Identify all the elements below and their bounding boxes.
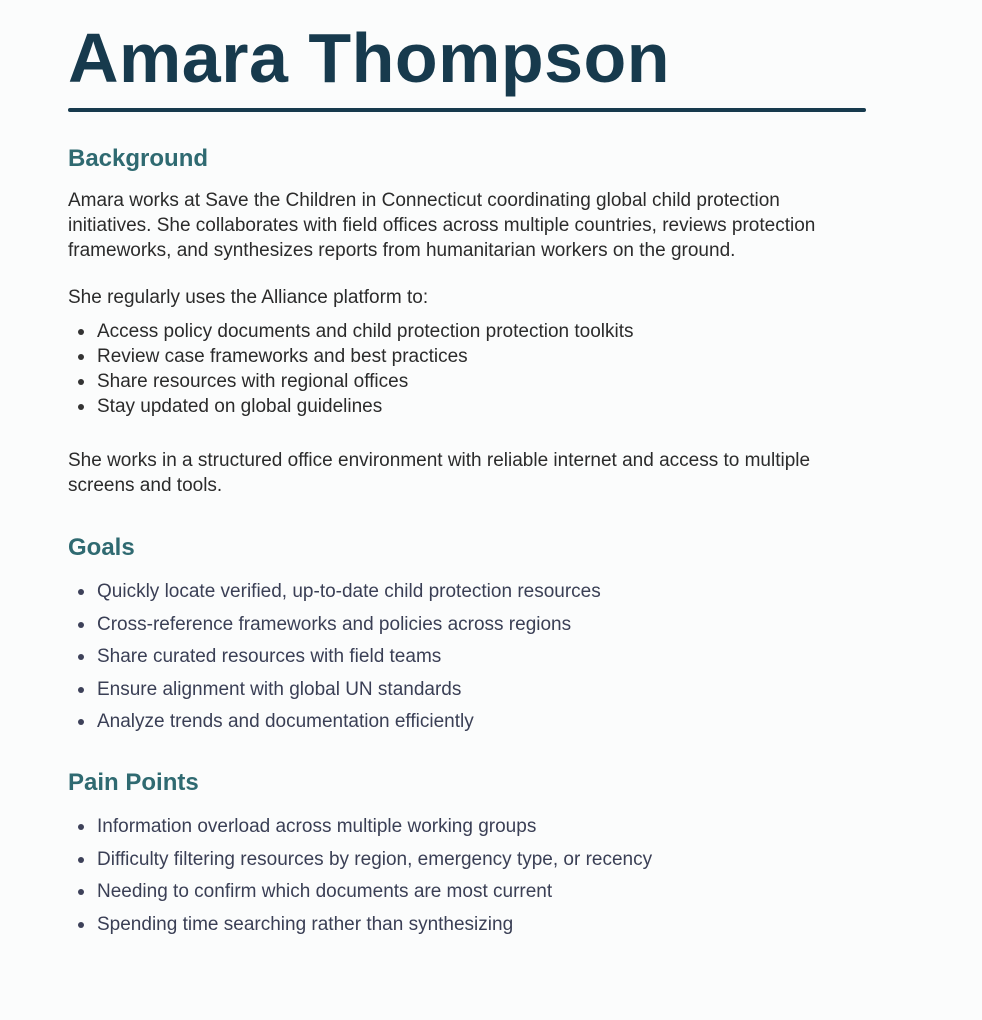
list-item: Needing to confirm which documents are most current: [68, 879, 866, 904]
list-item: Quickly locate verified, up-to-date child protection resources: [68, 579, 866, 604]
goals-heading: Goals: [68, 534, 135, 561]
background-section: [68, 144, 866, 498]
pain-points-list: [68, 814, 866, 937]
goals-list: [68, 579, 866, 734]
list-item: Spending time searching rather than synthesizing: [68, 912, 866, 937]
list-item: Ensure alignment with global UN standards: [68, 677, 866, 702]
pain-points-heading: Pain Points: [68, 769, 199, 796]
goals-section: [68, 533, 866, 734]
pain-points-section: [68, 768, 866, 937]
background-paragraph-2: She regularly uses the Alliance platform to:: [68, 287, 429, 308]
list-item: Information overload across multiple working groups: [68, 814, 866, 839]
list-item: Stay updated on global guidelines: [68, 394, 866, 419]
background-heading: Background: [68, 145, 209, 172]
list-item: Cross-reference frameworks and policies across regions: [68, 612, 866, 637]
persona-name: Amara Thompson: [68, 19, 671, 97]
list-item: Access policy documents and child protection protection toolkits: [68, 319, 866, 344]
background-paragraph-1: Amara works at Save the Children in Connecticut coordinating global child protection initiatives. She collaborates with field offices across multiple countries, reviews protection frameworks, and synthesizes reports from humanitarian workers on the ground.: [68, 190, 816, 261]
list-item: Share resources with regional offices: [68, 369, 866, 394]
list-item: Share curated resources with field teams: [68, 644, 866, 669]
list-item: Review case frameworks and best practices: [68, 344, 866, 369]
title-divider: [68, 108, 866, 112]
list-item: Analyze trends and documentation efficiently: [68, 709, 866, 734]
background-paragraph-3: She works in a structured office environment with reliable internet and access to multiple screens and tools.: [68, 450, 811, 496]
list-item: Difficulty filtering resources by region, emergency type, or recency: [68, 847, 866, 872]
persona-page: [68, 0, 866, 944]
platform-uses-list: [68, 319, 866, 419]
